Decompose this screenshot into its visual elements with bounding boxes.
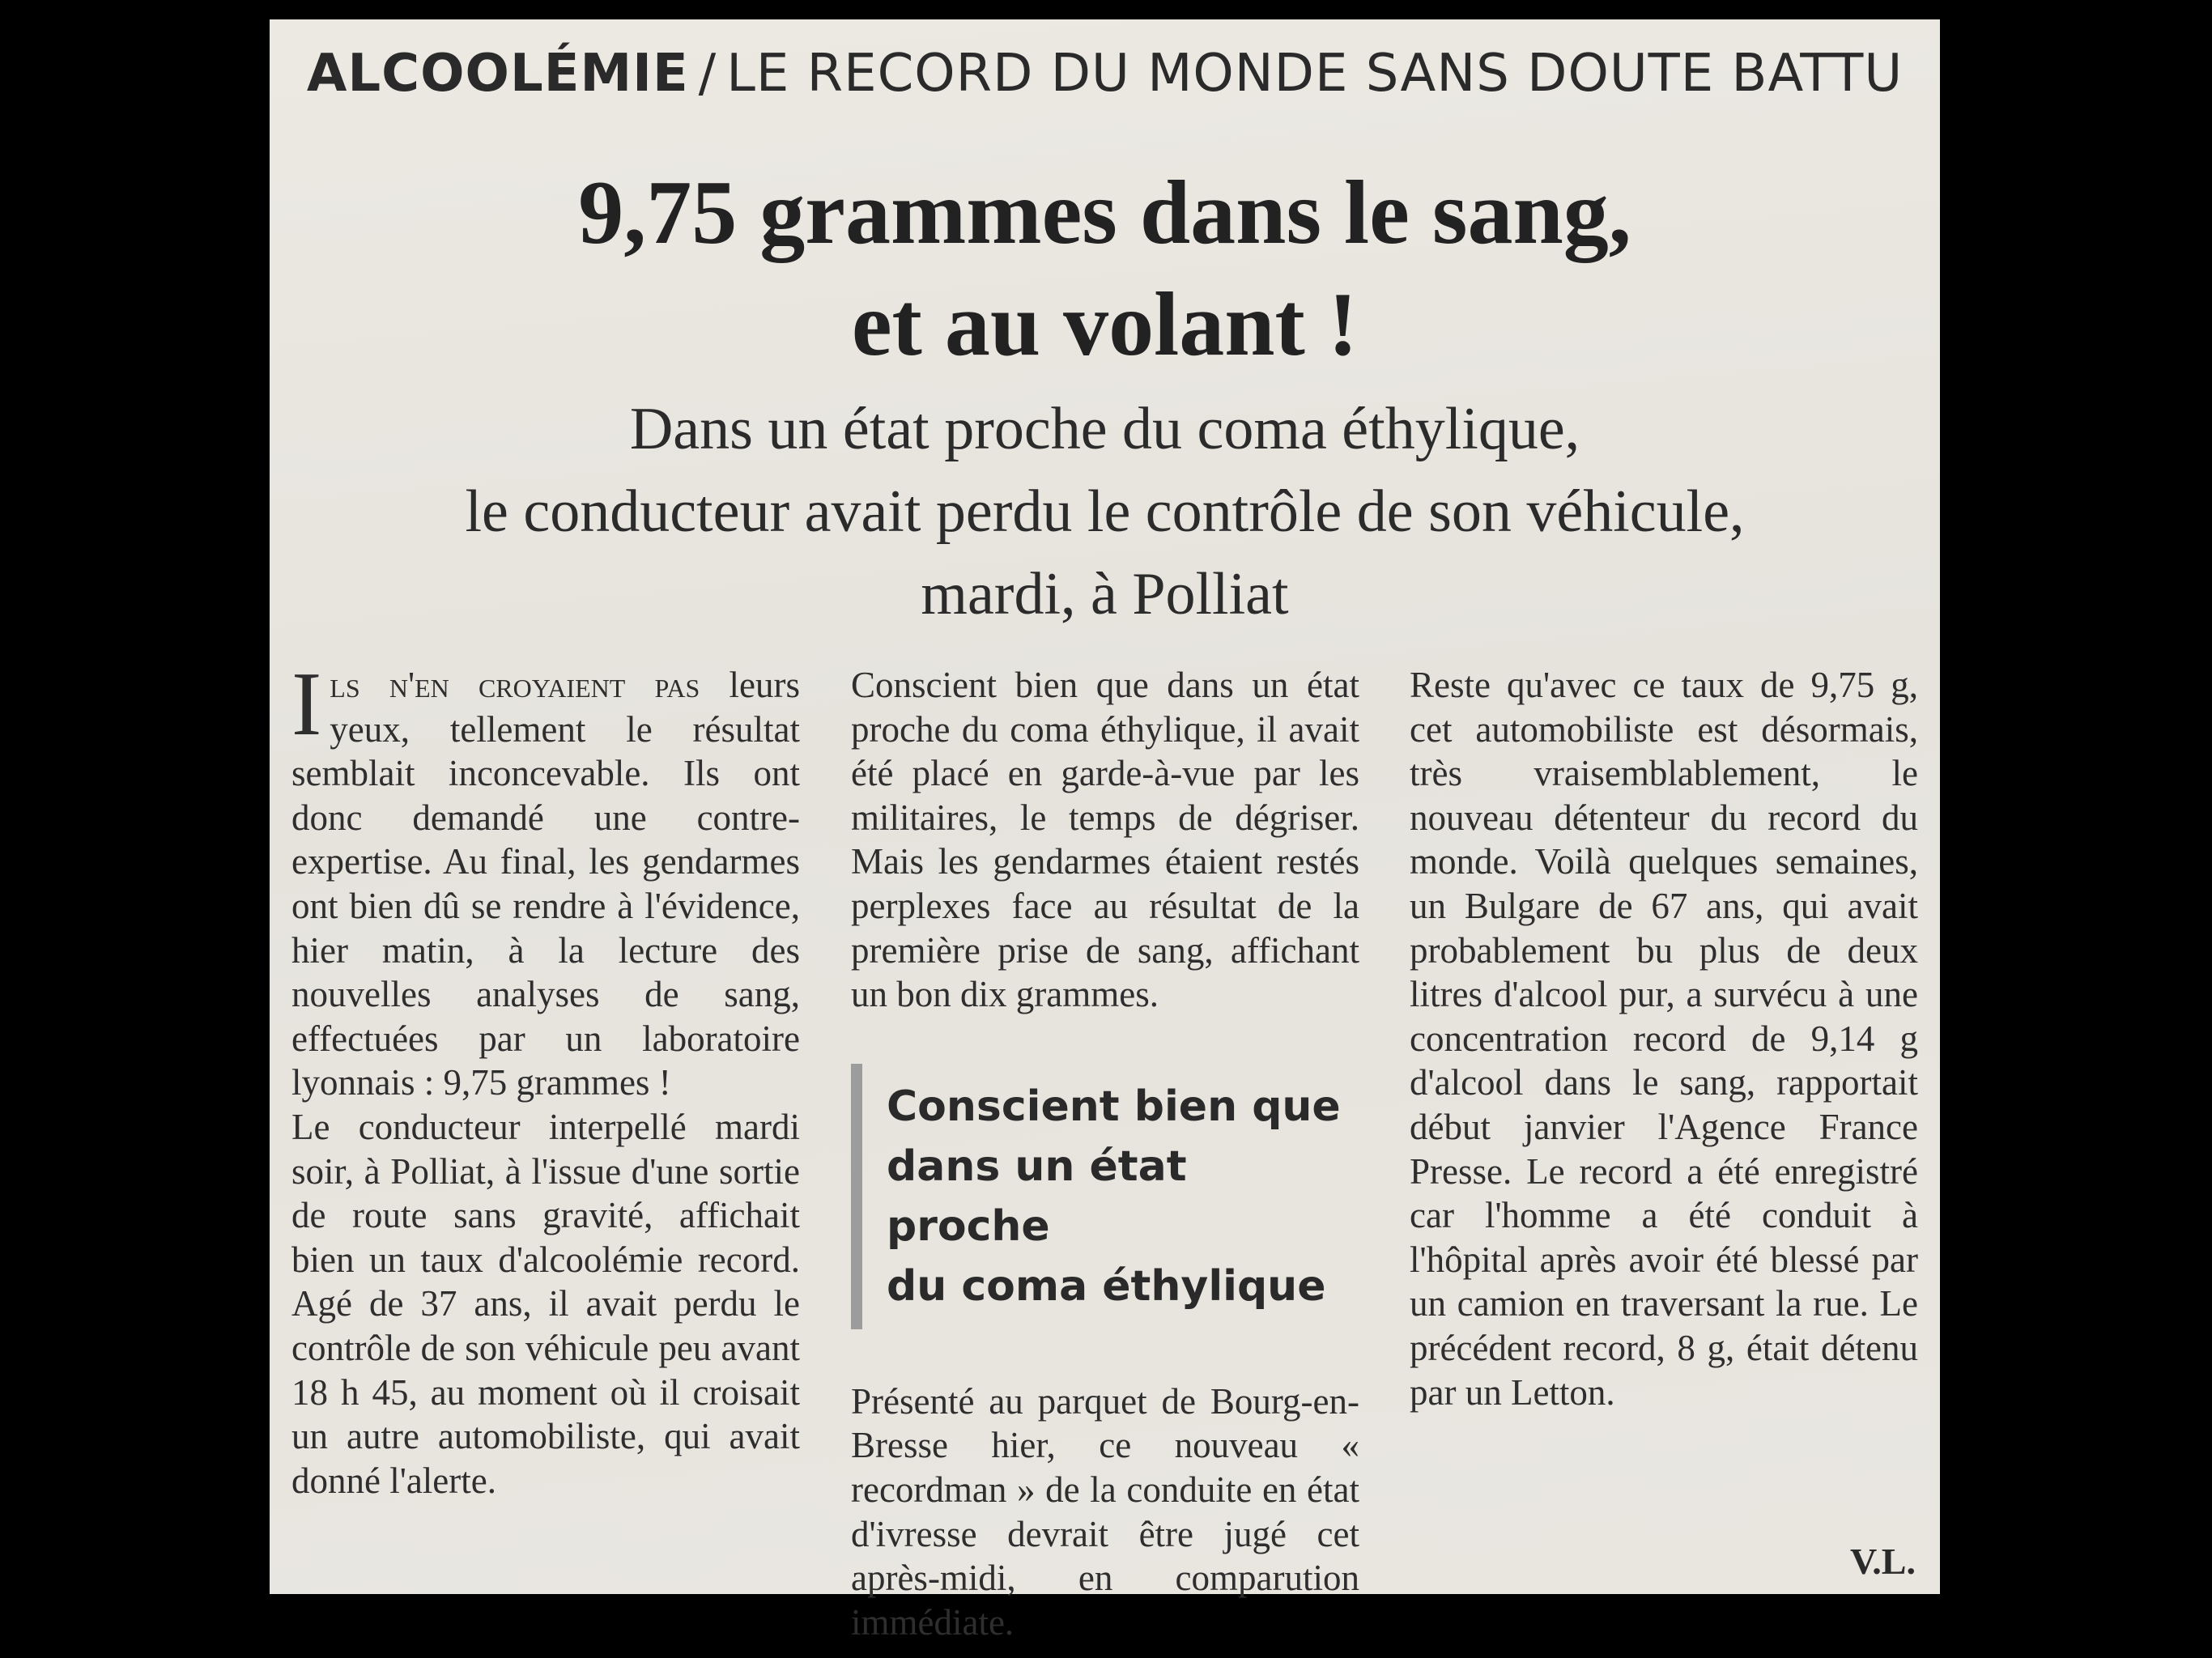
section-header bbox=[270, 44, 1940, 104]
headline-line-2: et au volant ! bbox=[851, 274, 1359, 375]
section-kicker: ALCOOLÉMIE bbox=[306, 44, 689, 104]
subhead-line-1: Dans un état proche du coma éthylique, bbox=[629, 396, 1580, 462]
column2-paragraph-1: Conscient bien que dans un état proche du coma éthylique, il avait été placé en garde-à-vue par les militaires, le temps de dégriser. Mais les gendarmes étaient restés perplexes face au résultat de la première prise de sang, affichant un bon dix grammes. bbox=[851, 665, 1359, 1015]
drop-cap: I bbox=[291, 654, 322, 755]
column1-paragraph-1-text: leurs yeux, tellement le résultat semblait inconcevable. Ils ont donc demandé une contre-expertise. Au final, les gendarmes ont bien dû se rendre à l'évidence, hier matin, à la lecture des nouvelles analyses de sang, effectuées par un laboratoire lyonnais : 9,75 grammes ! bbox=[291, 665, 800, 1103]
column1-paragraph-2: Le conducteur interpellé mardi soir, à Polliat, à l'issue d'une sortie de route sans gravité, affichait bien un taux d'alcoolémie record. Agé de 37 ans, il avait perdu le contrôle de son véhicule peu avant 18 h 45, au moment où il croisait un autre automobiliste, qui avait donné l'alerte. bbox=[291, 1106, 800, 1501]
pull-quote-line-2: dans un état proche bbox=[887, 1141, 1187, 1251]
subhead-line-2: le conducteur avait perdu le contrôle de son véhicule, bbox=[465, 478, 1745, 545]
subheadline bbox=[270, 388, 1940, 636]
section-separator: / bbox=[698, 44, 717, 104]
article-column-1 bbox=[291, 654, 800, 1503]
pull-quote-line-3: du coma éthylique bbox=[887, 1261, 1326, 1311]
pull-quote bbox=[851, 1064, 1359, 1329]
headline bbox=[270, 157, 1940, 380]
column2-paragraph-2: Présenté au parquet de Bourg-en-Bresse hier, ce nouveau « recordman » de la conduite en état d'ivresse devrait être jugé cet après-midi, en comparution immédiate. bbox=[851, 1380, 1359, 1643]
column1-paragraph-1 bbox=[291, 654, 800, 1105]
byline: V.L. bbox=[1850, 1541, 1916, 1582]
subhead-line-3: mardi, à Polliat bbox=[921, 561, 1289, 627]
article-column-2 bbox=[851, 663, 1359, 1644]
article-column-3 bbox=[1410, 663, 1918, 1414]
lead-in: ls n'en croyaient pas bbox=[330, 665, 700, 705]
headline-line-1: 9,75 grammes dans le sang, bbox=[578, 163, 1631, 263]
column3-paragraph-1: Reste qu'avec ce taux de 9,75 g, cet automobiliste est désormais, très vraisemblablement, le nouveau détenteur du record du monde. Voilà quelques semaines, un Bulgare de 67 ans, qui avait probablement bu plus de deux litres d'alcool pur, a survécu à une concentration record de 9,14 g d'alcool dans le sang, rapportait début janvier l'Agence France Presse. Le record a été enregistré car l'homme a été conduit à l'hôpital après avoir été blessé par un camion en traversant la rue. Le précédent record, 8 g, était détenu par un Letton. bbox=[1410, 665, 1918, 1413]
section-topic: LE RECORD DU MONDE SANS DOUTE BATTU bbox=[726, 44, 1904, 104]
pull-quote-line-1: Conscient bien que bbox=[887, 1082, 1341, 1131]
newspaper-clipping bbox=[270, 19, 1940, 1643]
